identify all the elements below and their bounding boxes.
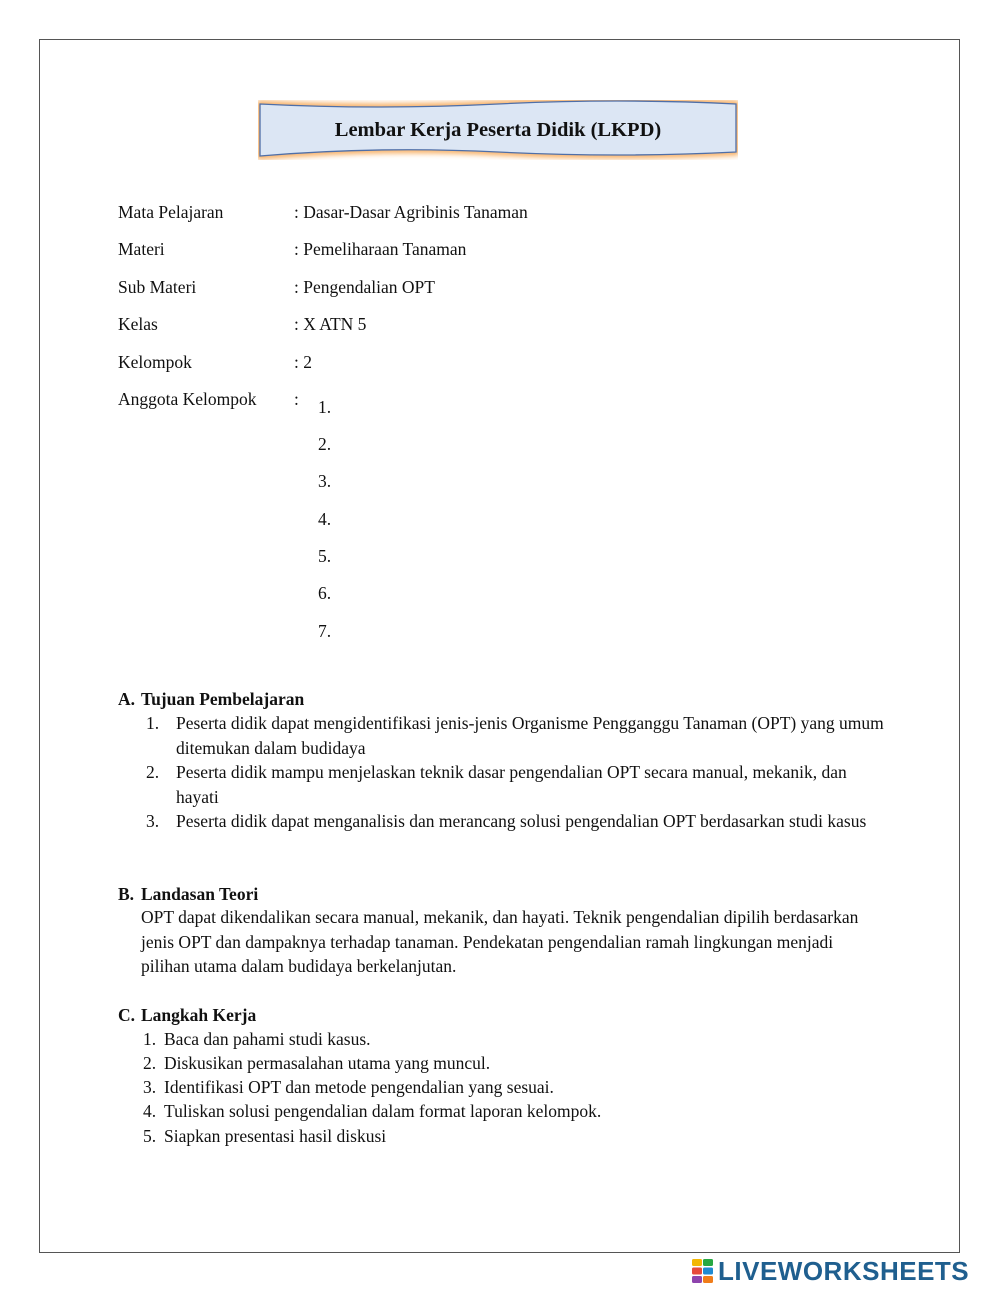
liveworksheets-logo-icon: [692, 1259, 714, 1283]
info-value: : 2: [294, 352, 312, 372]
section-letter: A.: [118, 689, 136, 709]
step-text: Identifikasi OPT dan metode pengendalian yang sesuai.: [164, 1077, 554, 1097]
step-number: 1.: [143, 1029, 157, 1049]
step-number: 4.: [143, 1101, 157, 1121]
liveworksheets-brand[interactable]: [692, 1257, 969, 1285]
member-slot[interactable]: 6.: [318, 583, 332, 603]
info-label: Kelompok: [118, 352, 192, 372]
objective-text: Peserta didik dapat menganalisis dan merancang solusi pengendalian OPT berdasarkan studi kasus: [176, 811, 867, 831]
info-value: : X ATN 5: [294, 314, 367, 334]
member-slot[interactable]: 5.: [318, 546, 332, 566]
member-slot[interactable]: 4.: [318, 509, 332, 529]
theory-paragraph: OPT dapat dikendalikan secara manual, mekanik, dan hayati. Teknik pengendalian dipilih berdasarkan jenis OPT dan dampaknya terhadap tanaman. Pendekatan pengendalian ramah lingkungan menjadi pilihan utama dalam budidaya berkelanjutan.: [141, 907, 859, 976]
section-b-heading: [118, 883, 258, 905]
objective-text: Peserta didik dapat mengidentifikasi jenis-jenis Organisme Pengganggu Tanaman (OPT) yang umum ditemukan dalam budidaya: [176, 713, 884, 758]
info-value: : Pengendalian OPT: [294, 277, 435, 297]
objective-item: [146, 809, 886, 834]
objective-item: [146, 711, 886, 760]
step-item: [143, 1028, 371, 1050]
title-banner: [258, 100, 738, 160]
step-number: 3.: [143, 1077, 157, 1097]
info-label: Anggota Kelompok: [118, 389, 257, 409]
section-c-heading: [118, 1004, 256, 1026]
objective-text: Peserta didik mampu menjelaskan teknik dasar pengendalian OPT secara manual, mekanik, dan hayati: [176, 762, 847, 807]
objective-number: 3.: [146, 811, 160, 831]
info-value: : Pemeliharaan Tanaman: [294, 239, 467, 259]
step-number: 5.: [143, 1126, 157, 1146]
step-item: [143, 1052, 490, 1074]
step-item: [143, 1125, 386, 1147]
objective-item: [146, 760, 886, 809]
section-letter: B.: [118, 884, 135, 904]
info-label: Kelas: [118, 314, 158, 334]
section-title: Tujuan Pembelajaran: [141, 689, 305, 709]
section-letter: C.: [118, 1005, 136, 1025]
member-slot[interactable]: 3.: [318, 471, 332, 491]
member-slot[interactable]: 1.: [318, 397, 332, 417]
info-label: Mata Pelajaran: [118, 202, 224, 222]
objective-number: 2.: [146, 762, 160, 782]
brand-name: LIVEWORKSHEETS: [718, 1255, 970, 1286]
member-slot[interactable]: 2.: [318, 434, 332, 454]
step-text: Siapkan presentasi hasil diskusi: [164, 1126, 387, 1146]
info-value: : Dasar-Dasar Agribinis Tanaman: [294, 202, 528, 222]
page-title: Lembar Kerja Peserta Didik (LKPD): [334, 118, 662, 141]
info-value: :: [294, 389, 299, 409]
step-text: Tuliskan solusi pengendalian dalam format laporan kelompok.: [164, 1101, 602, 1121]
step-number: 2.: [143, 1053, 157, 1073]
step-item: [143, 1100, 601, 1122]
section-a-heading: [118, 688, 304, 710]
info-label: Materi: [118, 239, 165, 259]
step-item: [143, 1076, 554, 1098]
info-label: Sub Materi: [118, 277, 197, 297]
step-text: Baca dan pahami studi kasus.: [164, 1029, 371, 1049]
objective-number: 1.: [146, 713, 160, 733]
section-title: Landasan Teori: [141, 884, 259, 904]
step-text: Diskusikan permasalahan utama yang muncul.: [164, 1053, 491, 1073]
member-slot[interactable]: 7.: [318, 621, 332, 641]
section-title: Langkah Kerja: [141, 1005, 257, 1025]
